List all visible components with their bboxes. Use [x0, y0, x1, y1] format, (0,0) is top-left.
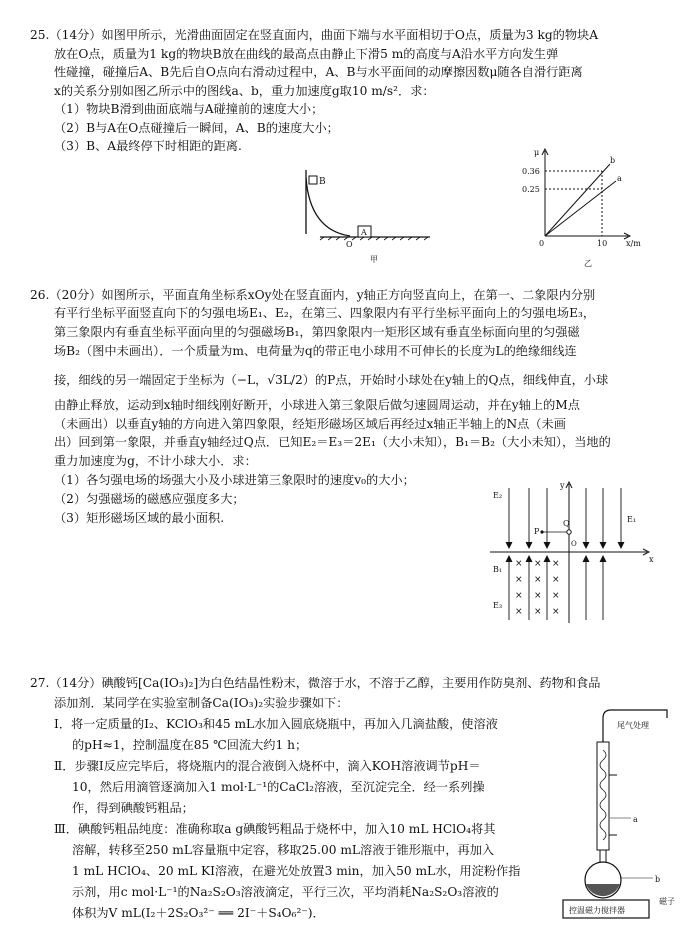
- q26-line-7: （未画出）以垂直y轴的方向进入第四象限，经矩形磁场区域后再经过x轴正半轴上的N点（未画: [54, 417, 566, 431]
- line-a: [545, 181, 616, 236]
- caption-yi: 乙: [584, 259, 592, 268]
- q25-figure-jia: [300, 170, 440, 270]
- q27-line-6: 10，然后用滴管逐滴加入1 mol·L⁻¹的CaCl₂溶液，至沉淀完全．经一系列操: [72, 780, 485, 794]
- q25-line-7: （3）B、A最终停下时相距的距离.: [54, 139, 242, 153]
- label-p: P: [534, 527, 540, 536]
- axis-mu: μ: [534, 148, 540, 157]
- q26-field-figure: [487, 480, 667, 625]
- line-b: [545, 164, 610, 236]
- q27-line-8: Ⅲ．碘酸钙粗品纯度：准确称取a g碘酸钙粗品于烧杯中，加入10 mL HClO₄将其: [54, 822, 496, 836]
- label-a: A: [361, 228, 367, 237]
- q25-line-2: 放在O点，质量为1 kg的物块B放在曲线的最高点由静止下滑5 m的高度与A沿水平方向发生弹: [54, 47, 559, 61]
- q26-line-4: 场B₂（图中未画出）．一个质量为m、电荷量为q的带正电小球用不可伸长的长度为L的绝缘细线连: [54, 344, 577, 358]
- q27-line-3: Ⅰ．将一定质量的I₂、KClO₃和45 mL水加入圆底烧瓶中，再加入几滴盐酸，使溶液: [54, 717, 498, 731]
- tick-036: 0.36: [522, 167, 540, 176]
- label-line-b: b: [610, 156, 616, 165]
- label-o: O: [571, 540, 577, 548]
- svg-text:×: ×: [515, 559, 523, 569]
- q26-line-1: 26.（20分）如图所示，平面直角坐标系xOy处在竖直面内，y轴正方向竖直向上，在第一、二象限内分别: [30, 288, 596, 302]
- label-a: a: [633, 815, 638, 824]
- axis-x: x/m: [626, 239, 641, 248]
- svg-text:×: ×: [552, 559, 560, 569]
- q26-line-3: 第三象限内有垂直坐标平面向里的匀强磁场B₁，第四象限内一矩形区域有垂直坐标面向里的匀强磁: [54, 325, 580, 339]
- q25-line-4: x的关系分别如图乙所示中的图线a、b，重力加速度g取10 m/s²．求：: [54, 84, 435, 98]
- q25-line-1: 25.（14分）如图甲所示，光滑曲面固定在竖直面内，曲面下端与水平面相切于O点，质量为3 kg的物块A: [30, 28, 598, 42]
- q26-line-2: 有平行坐标平面竖直向下的匀强电场E₁、E₂，在第三、四象限内有平行坐标平面向上的匀强电场E₃，: [54, 306, 596, 320]
- q27-line-5: Ⅱ．步骤Ⅰ反应完毕后，将烧瓶内的混合液倒入烧杯中，滴入KOH溶液调节pH＝: [54, 759, 481, 773]
- axis-y: y: [560, 481, 565, 490]
- svg-text:×: ×: [515, 591, 523, 601]
- caption-jia: 甲: [370, 255, 378, 264]
- origin: 0: [539, 239, 545, 248]
- q26-line-8: 出）回到第一象限，并垂直y轴经过Q点．已知E₂＝E₃＝2E₁（大小未知），B₁＝B₂（大小未知），当地的: [54, 435, 611, 449]
- label-line-a: a: [617, 174, 622, 183]
- q27-line-10: 1 mL HClO₄、20 mL KI溶液，在避光处放置3 min，加入50 mL水，用淀粉作指: [72, 864, 521, 878]
- svg-text:×: ×: [552, 591, 560, 601]
- label-e3: E₃: [493, 601, 503, 610]
- condenser: [597, 742, 609, 850]
- label-e2: E₂: [493, 491, 503, 500]
- block-b: [309, 176, 317, 184]
- label-q: Q: [563, 519, 570, 528]
- exhaust-label: 尾气处理: [617, 721, 649, 730]
- q26-line-12: （3）矩形磁场区域的最小面积.: [54, 511, 225, 525]
- q27-line-11: 示剂，用c mol·L⁻¹的Na₂S₂O₃溶液滴定，平行三次，平均消耗Na₂S₂O₃溶液的: [72, 885, 499, 899]
- tick-025: 0.25: [522, 185, 540, 194]
- label-b1: B₁: [493, 565, 503, 574]
- label-b: B: [319, 177, 326, 187]
- q27-line-12: 体积为V mL(I₂＋2S₂O₃²⁻ ══ 2I⁻＋S₄O₆²⁻)．: [72, 906, 325, 920]
- svg-text:×: ×: [534, 575, 542, 585]
- q26-line-5: 接，细线的另一端固定于坐标为（−L，√3L/2）的P点，开始时小球处在y轴上的Q点，细线伸直，小球: [54, 373, 609, 387]
- svg-text:×: ×: [552, 607, 560, 617]
- q27-line-7: 作，得到碘酸钙粗品；: [72, 801, 194, 815]
- stirrer-label: 控温磁力搅拌器: [569, 906, 625, 915]
- label-e1: E₁: [627, 515, 637, 524]
- q25-figure-yi: [520, 148, 650, 273]
- q26-line-10: （1）各匀强电场的场强大小及小球进第三象限时的速度v₀的大小；: [54, 473, 415, 487]
- q26-line-6: 由静止释放，运动到x轴时细线刚好断开，小球进入第三象限后做匀速圆周运动，并在y轴上的M点: [54, 398, 580, 412]
- q26-line-11: （2）匀强磁场的磁感应强度多大；: [54, 492, 245, 506]
- svg-text:×: ×: [534, 559, 542, 569]
- svg-text:×: ×: [534, 607, 542, 617]
- q25-line-5: （1）物块B滑到曲面底端与A碰撞前的速度大小；: [54, 102, 324, 116]
- label-b: b: [655, 875, 661, 884]
- svg-text:×: ×: [515, 575, 523, 585]
- axis-x: x: [649, 555, 654, 564]
- q27-line-2: 添加剂．某同学在实验室制备Ca(IO₃)₂实验步骤如下：: [54, 696, 349, 710]
- tick-10: 10: [597, 239, 608, 248]
- q27-line-1: 27.（14分）碘酸钙[Ca(IO₃)₂]为白色结晶性粉末，微溶于水，不溶于乙醇，主要用作防臭剂、药物和食品: [30, 676, 601, 690]
- svg-text:×: ×: [534, 591, 542, 601]
- magnet-label: 磁子: [659, 897, 675, 906]
- svg-text:×: ×: [552, 575, 560, 585]
- q26-line-9: 重力加速度为g，不计小球大小．求：: [54, 454, 257, 468]
- q25-line-3: 性碰撞，碰撞后A、B先后自O点向右滑动过程中，A、B与水平面间的动摩擦因数μ随各自滑行距离: [54, 65, 583, 79]
- q25-line-6: （2）B与A在O点碰撞后一瞬间，A、B的速度大小；: [54, 121, 339, 135]
- reflux-apparatus: [555, 700, 685, 930]
- label-o: O: [346, 240, 353, 249]
- q27-line-4: 的pH≈1，控制温度在85 ℃回流大约1 h；: [72, 738, 308, 752]
- q27-line-9: 溶解，转移至250 mL容量瓶中定容，移取25.00 mL溶液于锥形瓶中，再加入: [72, 843, 495, 857]
- svg-text:×: ×: [515, 607, 523, 617]
